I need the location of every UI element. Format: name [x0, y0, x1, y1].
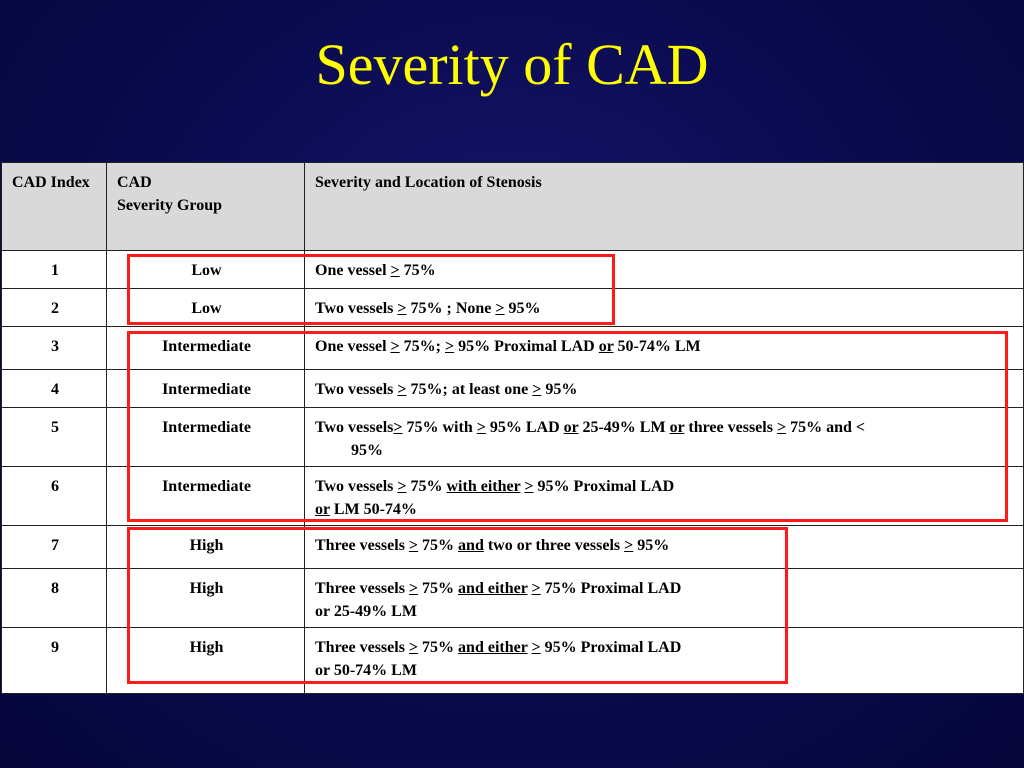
- severity-group-cell: Intermediate: [107, 467, 305, 526]
- stenosis-text-part: or: [669, 419, 685, 436]
- stenosis-text-part: and either: [458, 580, 528, 597]
- stenosis-description-cell: [305, 628, 1024, 694]
- stenosis-text-part: LM 50-74%: [329, 501, 417, 518]
- stenosis-text-part: >: [390, 338, 400, 355]
- table-row: [2, 370, 1024, 408]
- severity-group-cell: Intermediate: [107, 408, 305, 467]
- stenosis-text-part: >: [397, 381, 407, 398]
- stenosis-text-part: 95% Proximal LAD: [540, 639, 682, 656]
- stenosis-text-part: or 50-74% LM: [315, 662, 417, 679]
- stenosis-text-line2: [315, 659, 1015, 682]
- stenosis-text-part: 75% Proximal LAD: [540, 580, 682, 597]
- table-row: [2, 569, 1024, 628]
- stenosis-text-part: >: [445, 338, 455, 355]
- stenosis-text-part: >: [390, 262, 400, 279]
- stenosis-text-part: 95% LAD: [485, 419, 564, 436]
- stenosis-text-part: >: [624, 537, 634, 554]
- stenosis-text-part: 75%; at least one: [406, 381, 533, 398]
- stenosis-text-part: >: [397, 300, 407, 317]
- cad-index-cell: 3: [2, 327, 107, 370]
- stenosis-text-part: 75%: [418, 639, 459, 656]
- stenosis-text-part: 50-74% LM: [613, 338, 701, 355]
- stenosis-description-cell: [305, 251, 1024, 289]
- stenosis-text-part: >: [408, 639, 419, 656]
- stenosis-text-part: One vessel: [315, 262, 391, 279]
- stenosis-text-part: 75%: [399, 262, 436, 279]
- stenosis-text-part: Two vessels: [315, 419, 394, 436]
- stenosis-text-part: >: [476, 419, 486, 436]
- stenosis-text-line2: [315, 600, 1015, 623]
- stenosis-text-part: >: [393, 419, 403, 436]
- cad-severity-table: [1, 162, 1024, 694]
- stenosis-description-cell: [305, 370, 1024, 408]
- stenosis-text-part: 95% Proximal LAD: [454, 338, 599, 355]
- stenosis-text-part: >: [408, 580, 419, 597]
- header-severity-location: Severity and Location of Stenosis: [305, 163, 1024, 251]
- stenosis-description-cell: [305, 327, 1024, 370]
- stenosis-text-part: 75%;: [399, 338, 445, 355]
- severity-group-cell: Intermediate: [107, 370, 305, 408]
- cad-index-cell: 6: [2, 467, 107, 526]
- stenosis-text-part: One vessel: [315, 338, 391, 355]
- severity-group-cell: High: [107, 526, 305, 569]
- table-row: [2, 467, 1024, 526]
- stenosis-text-part: Three vessels: [315, 537, 409, 554]
- stenosis-text-part: >: [531, 639, 541, 656]
- cad-index-cell: 8: [2, 569, 107, 628]
- stenosis-text-part: 75%: [418, 580, 459, 597]
- severity-group-cell: Low: [107, 251, 305, 289]
- cad-index-cell: 9: [2, 628, 107, 694]
- stenosis-text-part: 25-49% LM: [578, 419, 670, 436]
- stenosis-text-part: >: [524, 478, 534, 495]
- cad-index-cell: 7: [2, 526, 107, 569]
- stenosis-text-part: Two vessels: [315, 300, 398, 317]
- stenosis-text-part: Two vessels: [315, 381, 398, 398]
- stenosis-text-part: >: [397, 478, 407, 495]
- stenosis-text-part: 75%: [406, 478, 447, 495]
- stenosis-text-part: >: [776, 419, 787, 436]
- stenosis-text-part: or: [563, 419, 579, 436]
- stenosis-text-part: 95%: [504, 300, 541, 317]
- stenosis-description-cell: [305, 467, 1024, 526]
- table-row: [2, 526, 1024, 569]
- stenosis-text-part: Two vessels: [315, 478, 398, 495]
- stenosis-text-part: and either: [458, 639, 528, 656]
- stenosis-description-cell: [305, 408, 1024, 467]
- stenosis-text-part: or: [598, 338, 614, 355]
- stenosis-text-part: 95%: [541, 381, 578, 398]
- stenosis-description-cell: [305, 526, 1024, 569]
- stenosis-text-part: 75% and <: [786, 419, 865, 436]
- header-severity-group: [107, 163, 305, 251]
- header-group-line2: Severity Group: [117, 197, 223, 214]
- severity-group-cell: High: [107, 569, 305, 628]
- stenosis-text-part: and: [458, 537, 484, 554]
- stenosis-text-part: 95% Proximal LAD: [533, 478, 675, 495]
- stenosis-text-part: Three vessels: [315, 639, 409, 656]
- header-cad-index: CAD Index: [2, 163, 107, 251]
- table-row: [2, 251, 1024, 289]
- page-title: Severity of CAD: [315, 32, 709, 97]
- table-header-row: [2, 163, 1024, 251]
- stenosis-text-part: or: [315, 501, 330, 518]
- severity-group-cell: High: [107, 628, 305, 694]
- stenosis-text-continuation: 95%: [351, 442, 383, 459]
- stenosis-text-part: >: [495, 300, 505, 317]
- stenosis-text-part: 75% ; None: [406, 300, 496, 317]
- cad-index-cell: 2: [2, 289, 107, 327]
- table-row: [2, 628, 1024, 694]
- stenosis-text-part: or 25-49% LM: [315, 603, 417, 620]
- severity-group-cell: Intermediate: [107, 327, 305, 370]
- stenosis-text-part: with either: [446, 478, 521, 495]
- stenosis-text-part: three vessels: [684, 419, 777, 436]
- stenosis-text-part: >: [532, 381, 542, 398]
- stenosis-text-part: two or three vessels: [483, 537, 625, 554]
- severity-group-cell: Low: [107, 289, 305, 327]
- stenosis-text-line2: [315, 498, 1015, 521]
- stenosis-text-part: Three vessels: [315, 580, 409, 597]
- stenosis-text-part: >: [531, 580, 541, 597]
- cad-index-cell: 4: [2, 370, 107, 408]
- cad-index-cell: 5: [2, 408, 107, 467]
- header-group-line1: CAD: [117, 174, 152, 191]
- table-row: [2, 289, 1024, 327]
- stenosis-text-part: >: [408, 537, 419, 554]
- stenosis-description-cell: [305, 289, 1024, 327]
- cad-index-cell: 1: [2, 251, 107, 289]
- stenosis-description-cell: [305, 569, 1024, 628]
- table-row: [2, 408, 1024, 467]
- table-row: [2, 327, 1024, 370]
- stenosis-text-part: 75% with: [402, 419, 477, 436]
- stenosis-text-part: 95%: [633, 537, 670, 554]
- stenosis-text-part: 75%: [418, 537, 459, 554]
